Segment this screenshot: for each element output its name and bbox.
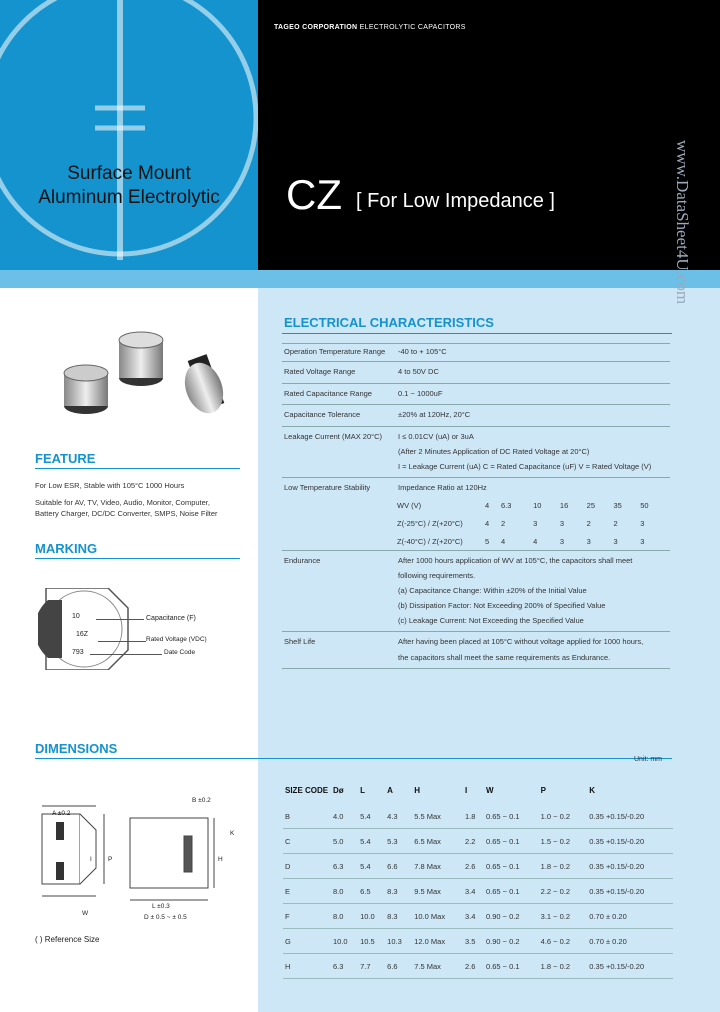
spec-value: ±20% at 120Hz, 20°C bbox=[398, 410, 471, 419]
spec-value: (After 2 Minutes Application of DC Rated Voltage at 20°C) bbox=[398, 447, 590, 456]
dim-label-top: B ±0.2 bbox=[192, 797, 211, 804]
product-line2: Aluminum Electrolytic bbox=[38, 187, 220, 208]
electrical-title: ELECTRICAL CHARACTERISTICS bbox=[284, 315, 494, 330]
spec-value: Impedance Ratio at 120Hz bbox=[398, 483, 487, 492]
dim-label-p: P bbox=[108, 856, 113, 863]
table-row: G 10.0 10.5 10.3 12.0 Max 3.5 0.90 ~ 0.2 4.6 ~ 0.2 0.70 ± 0.20 bbox=[283, 929, 673, 954]
series-description: [ For Low Impedance ] bbox=[356, 190, 555, 212]
spec-value: (c) Leakage Current: Not Exceeding the Specified Value bbox=[398, 616, 584, 625]
reference-note: ( ) Reference Size bbox=[35, 935, 100, 944]
table-row: H 6.3 7.7 6.6 7.5 Max 2.6 0.65 ~ 0.1 1.8 ~ 0.2 0.35 +0.15/-0.20 bbox=[283, 954, 673, 979]
logo-circle-icon bbox=[0, 0, 258, 270]
marking-drawing bbox=[38, 588, 130, 670]
spec-value: following requirements. bbox=[398, 571, 476, 580]
spec-label: Rated Capacitance Range bbox=[284, 389, 372, 398]
label-rated-voltage: Rated Voltage (VDC) bbox=[146, 636, 207, 643]
divider-band bbox=[0, 270, 720, 288]
date-code: 793 bbox=[72, 649, 84, 656]
label-date-code: Date Code bbox=[164, 649, 196, 656]
spec-value: the capacitors shall meet the same requirements as Endurance. bbox=[398, 653, 611, 662]
spec-label: Shelf Life bbox=[284, 637, 316, 646]
header-black-panel bbox=[258, 0, 720, 270]
dim-label-h: H bbox=[218, 856, 223, 863]
dim-label-l: L ±0.3 bbox=[152, 903, 170, 910]
spec-label: Rated Voltage Range bbox=[284, 367, 356, 376]
spec-value: 0.1 ~ 1000uF bbox=[398, 389, 443, 398]
dimension-header-row: SIZE CODE Dø L A H I W P K bbox=[285, 785, 596, 795]
spec-label: Leakage Current (MAX 20°C) bbox=[284, 432, 383, 441]
watermark: www.DataSheet4U.com bbox=[673, 140, 692, 305]
feature-line: Battery Charger, DC/DC Converter, SMPS, Noise Filter bbox=[35, 509, 218, 518]
spec-label: Capacitance Tolerance bbox=[284, 410, 361, 419]
dim-label-w: W bbox=[82, 910, 89, 917]
table-row: D 6.3 5.4 6.6 7.8 Max 2.6 0.65 ~ 0.1 1.8 ~ 0.2 0.35 +0.15/-0.20 bbox=[283, 854, 673, 879]
table-row: F 8.0 10.0 8.3 10.0 Max 3.4 0.90 ~ 0.2 3.1 ~ 0.2 0.70 ± 0.20 bbox=[283, 904, 673, 929]
company-name: TAGEO CORPORATION bbox=[274, 24, 358, 31]
impedance-row: Z(-40°C) / Z(+20°C) 5 4 4 3 3 3 3 bbox=[397, 536, 645, 546]
spec-value: (a) Capacitance Change: Within ±20% of the Initial Value bbox=[398, 586, 587, 595]
volt-code: 16Z bbox=[76, 631, 89, 638]
spec-value: -40 to + 105°C bbox=[398, 347, 447, 356]
spec-value: After having been placed at 105°C without voltage applied for 1000 hours, bbox=[398, 637, 644, 646]
feature-line: For Low ESR, Stable with 105°C 1000 Hours bbox=[35, 481, 185, 490]
spec-value: 4 to 50V DC bbox=[398, 367, 439, 376]
header-blue-panel bbox=[0, 0, 258, 270]
product-line1: Surface Mount bbox=[67, 163, 191, 184]
spec-value: I = Leakage Current (uA) C = Rated Capacitance (uF) V = Rated Voltage (V) bbox=[398, 462, 652, 471]
marking-title: MARKING bbox=[35, 541, 98, 556]
dim-label-i: I bbox=[90, 856, 92, 863]
series-name: CZ bbox=[286, 171, 342, 218]
spec-label: Low Temperature Stability bbox=[284, 483, 371, 492]
table-row: E 8.0 6.5 8.3 9.5 Max 3.4 0.65 ~ 0.1 2.2 ~ 0.2 0.35 +0.15/-0.20 bbox=[283, 879, 673, 904]
spec-label: Endurance bbox=[284, 556, 321, 565]
table-row: B 4.0 5.4 4.3 5.5 Max 1.8 0.65 ~ 0.1 1.0 ~ 0.2 0.35 +0.15/-0.20 bbox=[283, 804, 673, 829]
dimension-table bbox=[283, 776, 673, 979]
label-capacitance: Capacitance (F) bbox=[146, 615, 196, 622]
spec-value: After 1000 hours application of WV at 105°C, the capacitors shall meet bbox=[398, 556, 633, 565]
category-name: ELECTROLYTIC CAPACITORS bbox=[359, 24, 466, 31]
dim-label-a: A ±0.2 bbox=[52, 810, 71, 817]
feature-title: FEATURE bbox=[35, 451, 96, 466]
spec-value: I ≤ 0.01CV (uA) or 3uA bbox=[398, 432, 474, 441]
dim-label-k: K bbox=[230, 830, 235, 837]
table-row: C 5.0 5.4 5.3 6.5 Max 2.2 0.65 ~ 0.1 1.5 ~ 0.2 0.35 +0.15/-0.20 bbox=[283, 829, 673, 854]
capacitor-photo bbox=[46, 318, 236, 428]
dimensions-title: DIMENSIONS bbox=[35, 741, 118, 756]
dim-label-d: D ± 0.5 ~ ± 0.5 bbox=[144, 914, 187, 921]
impedance-row: Z(-25°C) / Z(+20°C) 4 2 3 3 2 2 3 bbox=[397, 518, 645, 528]
spec-value: (b) Dissipation Factor: Not Exceeding 200% of Specified Value bbox=[398, 601, 606, 610]
impedance-header-row: WV (V) 4 6.3 10 16 25 35 50 bbox=[397, 500, 649, 510]
unit-label: Unit: mm bbox=[634, 756, 662, 763]
impedance-table bbox=[396, 496, 666, 550]
feature-line: Suitable for AV, TV, Video, Audio, Monitor, Computer, bbox=[35, 498, 210, 507]
spec-label: Operation Temperature Range bbox=[284, 347, 386, 356]
cap-code: 10 bbox=[72, 613, 80, 620]
